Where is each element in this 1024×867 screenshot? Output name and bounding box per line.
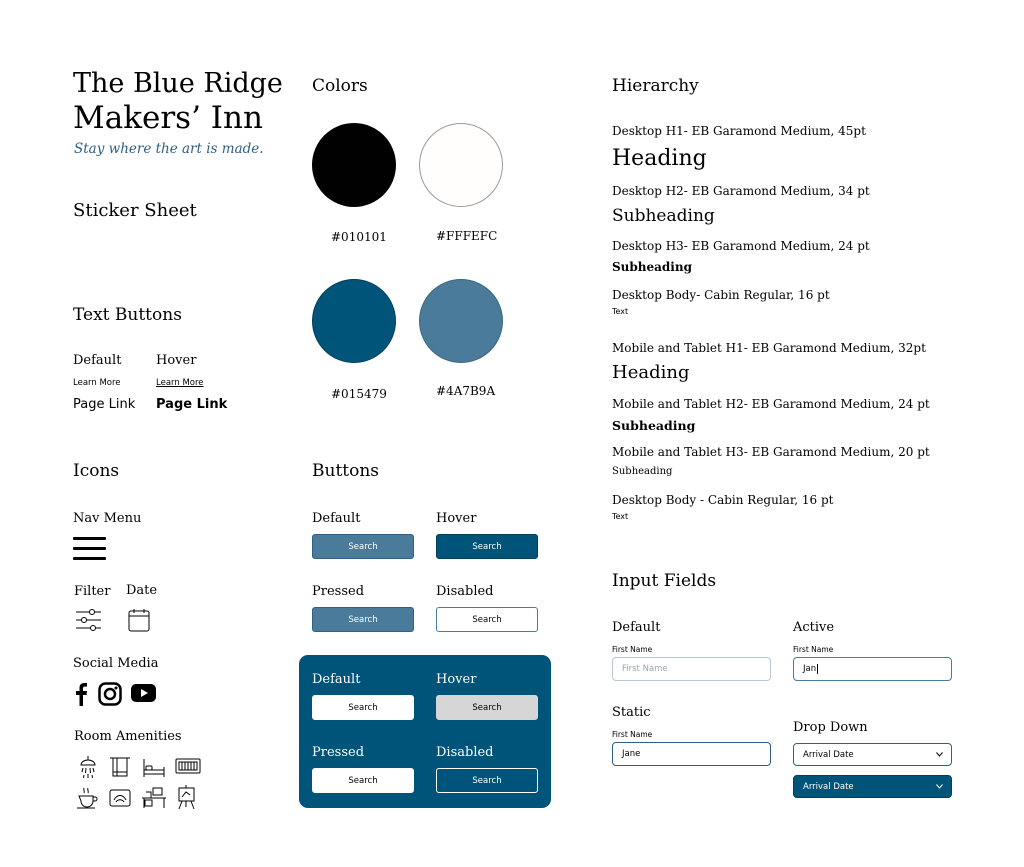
search-button-pressed[interactable]: Search	[312, 607, 414, 632]
text-cursor	[817, 664, 818, 674]
colors-title: Colors	[312, 76, 368, 96]
hairdryer-icon	[108, 786, 132, 810]
hierarchy-title: Hierarchy	[612, 76, 699, 96]
search-button-dark-pressed[interactable]: Search	[312, 768, 414, 793]
hierarchy-desc-2: Desktop H2- EB Garamond Medium, 34 pt	[612, 184, 870, 198]
filter-sliders-icon[interactable]	[76, 608, 101, 632]
hierarchy-desc-1: Desktop H1- EB Garamond Medium, 45pt	[612, 124, 866, 138]
hierarchy-sample-desktop-h1: Heading	[612, 146, 707, 171]
hamburger-menu-icon[interactable]	[73, 537, 106, 560]
search-button-default[interactable]: Search	[312, 534, 414, 559]
buttons-title: Buttons	[312, 461, 380, 481]
hierarchy-sample-mobile-h2: Subheading	[612, 418, 696, 433]
input-default-label: Default	[612, 620, 661, 635]
search-button-hover[interactable]: Search	[436, 534, 538, 559]
input-default-field-label: First Name	[612, 645, 653, 654]
first-name-input-static[interactable]: Jane	[612, 742, 771, 766]
social-media-label: Social Media	[73, 656, 159, 671]
hierarchy-desc-3: Desktop H3- EB Garamond Medium, 24 pt	[612, 239, 870, 253]
dark-default-label: Default	[312, 672, 361, 687]
buttons-disabled-label: Disabled	[436, 584, 494, 599]
easel-icon	[176, 785, 198, 810]
dark-disabled-label: Disabled	[436, 745, 494, 760]
text-buttons-default-label: Default	[73, 353, 122, 368]
input-static-field-label: First Name	[612, 730, 653, 739]
dark-hover-label: Hover	[436, 672, 477, 687]
buttons-hover-label: Hover	[436, 511, 477, 526]
hierarchy-desc-7: Mobile and Tablet H3- EB Garamond Medium, 20 pt	[612, 445, 930, 459]
dark-pressed-label: Pressed	[312, 745, 365, 760]
chevron-down-icon	[936, 752, 943, 757]
swatch-light-blue	[419, 279, 503, 363]
page-link-default[interactable]: Page Link	[73, 397, 136, 412]
swatch-off-white-hex: #FFFEFC	[436, 229, 498, 243]
first-name-input-active[interactable]	[793, 657, 952, 681]
text-buttons-title: Text Buttons	[73, 305, 182, 325]
text-buttons-hover-label: Hover	[156, 353, 197, 368]
hierarchy-sample-mobile-h3: Subheading	[612, 466, 673, 477]
room-amenities-label: Room Amenities	[74, 729, 182, 744]
hierarchy-sample-mobile-h1: Heading	[612, 362, 690, 383]
youtube-icon[interactable]	[131, 684, 156, 702]
desk-icon	[141, 786, 167, 810]
arrival-date-dropdown-value: Arrival Date	[803, 749, 854, 760]
hierarchy-sample-desktop-body: Text	[612, 307, 629, 316]
bed-icon	[142, 755, 166, 779]
dropdown-label: Drop Down	[793, 720, 868, 735]
page-link-hover[interactable]: Page Link	[156, 397, 228, 412]
learn-more-link-hover[interactable]: Learn More	[156, 378, 204, 388]
buttons-pressed-label: Pressed	[312, 584, 365, 599]
arrival-date-dropdown-dark[interactable]	[793, 775, 952, 798]
search-button-dark-default[interactable]: Search	[312, 695, 414, 720]
swatch-off-white	[419, 123, 503, 207]
swatch-black-hex: #010101	[331, 230, 387, 244]
icons-title: Icons	[73, 461, 120, 481]
chevron-down-icon	[936, 784, 943, 789]
heater-icon	[175, 758, 201, 776]
filter-label: Filter	[74, 584, 111, 599]
brand-line-2: Makers’ Inn	[73, 100, 263, 136]
arrival-date-dropdown[interactable]	[793, 743, 952, 766]
shower-icon	[77, 755, 99, 779]
swatch-dark-blue-hex: #015479	[331, 387, 387, 401]
search-button-disabled: Search	[436, 607, 538, 632]
search-button-dark-hover[interactable]: Search	[436, 695, 538, 720]
instagram-icon[interactable]	[98, 682, 122, 706]
calendar-icon[interactable]	[128, 608, 150, 632]
swatch-light-blue-hex: #4A7B9A	[436, 384, 496, 398]
hierarchy-sample-mobile-body: Text	[612, 512, 629, 521]
hierarchy-sample-desktop-h2: Subheading	[612, 206, 715, 226]
facebook-icon[interactable]	[74, 682, 88, 706]
hierarchy-sample-desktop-h3: Subheading	[612, 260, 692, 274]
coffee-icon	[76, 786, 98, 810]
brand-line-1: The Blue Ridge	[73, 68, 283, 99]
swatch-dark-blue	[312, 279, 396, 363]
towel-icon	[109, 755, 131, 779]
hierarchy-desc-5: Mobile and Tablet H1- EB Garamond Medium, 32pt	[612, 341, 926, 355]
hierarchy-desc-4: Desktop Body- Cabin Regular, 16 pt	[612, 288, 830, 302]
input-fields-title: Input Fields	[612, 571, 717, 591]
input-active-label: Active	[793, 620, 835, 635]
first-name-active-value: Jan	[803, 664, 817, 674]
arrival-date-dropdown-dark-value: Arrival Date	[803, 781, 854, 792]
input-active-field-label: First Name	[793, 645, 834, 654]
learn-more-link-default[interactable]: Learn More	[73, 378, 121, 388]
swatch-black	[312, 123, 396, 207]
input-static-label: Static	[612, 705, 651, 720]
hierarchy-desc-6: Mobile and Tablet H2- EB Garamond Medium, 24 pt	[612, 397, 930, 411]
search-button-dark-disabled: Search	[436, 768, 538, 793]
sticker-sheet-title: Sticker Sheet	[73, 200, 197, 221]
first-name-input-default[interactable]: First Name	[612, 657, 771, 681]
nav-menu-label: Nav Menu	[73, 511, 142, 526]
hierarchy-desc-8: Desktop Body - Cabin Regular, 16 pt	[612, 493, 834, 507]
brand-tagline: Stay where the art is made.	[74, 141, 264, 157]
date-label: Date	[126, 583, 158, 598]
buttons-default-label: Default	[312, 511, 361, 526]
